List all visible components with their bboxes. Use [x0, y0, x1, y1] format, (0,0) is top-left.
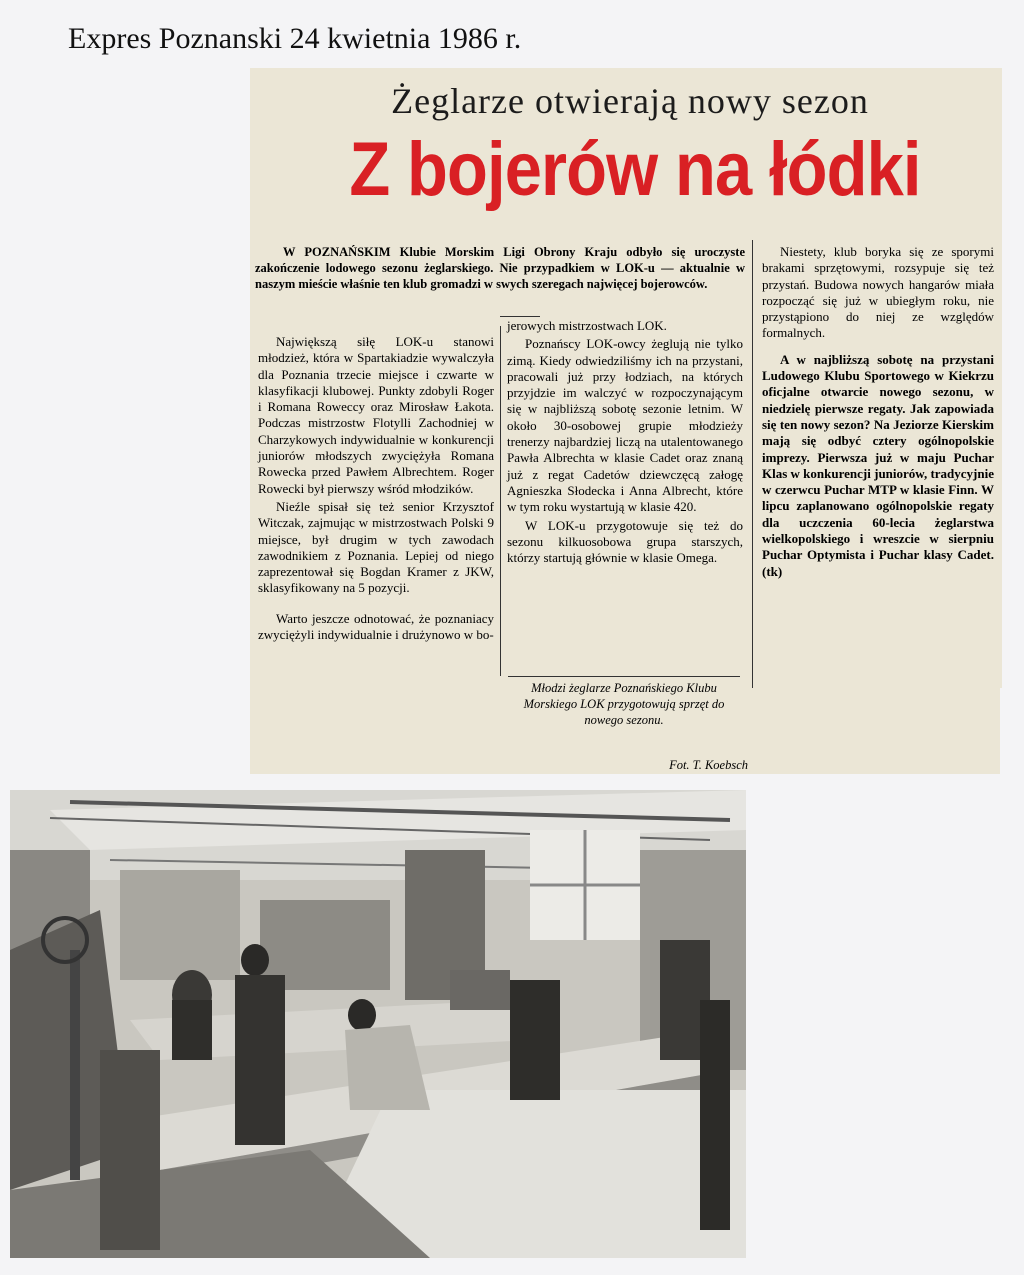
lead-text: Klubie Morskim Ligi Obrony Kraju odbyło się uroczyste zakończenie lodowego sezonu żeglarskiego. Nie przypadkiem w LOK-u — aktualnie w naszym mieście właśnie ten klub gromadzi w swych szeregach najwięcej bojerowców. — [255, 245, 745, 291]
paragraph: Największą siłę LOK-u stanowi młodzież, która w Spartakiadzie wywalczyła dla Poznania trzecie miejsce i czwarte w klasyfikacji klubowej. Punkty zdobyli Roger i Romana Roweccy oraz Mirosław Łakota. Podczas mistrzostw Flotylli Zachodniej w Charzykowych indywidualnie w konkurencji juniorów młodszych zwyciężyła Romana Rowecka przed Pawłem Albrechtem. Roger Rowecki był pierwszy wśród młodzików. — [258, 334, 494, 496]
lead-prefix: W POZNAŃSKIM — [283, 245, 391, 259]
paragraph: W LOK-u przygotowuje się też do sezonu kilkuosobowa grupa starszych, którzy startują głównie w klasie Omega. — [507, 517, 743, 566]
photo-credit: Fot. T. Koebsch — [669, 758, 748, 772]
column-divider — [500, 326, 501, 676]
paragraph: jerowych mistrzostwach LOK. — [507, 318, 667, 333]
caption-rule — [508, 676, 740, 677]
workshop-photo-image — [10, 790, 746, 1258]
article-column-1 — [258, 334, 494, 645]
article-headline: Z bojerów na łódki — [349, 127, 921, 212]
paragraph: Poznańscy LOK-owcy żeglują nie tylko zimą. Kiedy odwiedziliśmy ich na przystani, pracowali już przy łodziach, na których przyjdzie im walczyć w rozpoczynającym się w najbliższą sobotę sezonie letnim. W około 30-osobowej grupie młodzieży trenerzy najbardziej liczą na utalentowanego Pawła Albrechta w klasie Cadet oraz znaną już z regat Cadetów dziewczęcą załogę Agnieszka Słodecka i Anna Albrecht, które w tym roku wystartują w klasie 420. — [507, 336, 743, 515]
column-divider — [752, 240, 753, 688]
paragraph: Nieźle spisał się też senior Krzysztof Witczak, zajmując w mistrzostwach Polski 9 miejsce, był drugim w tych zawodach zawodnikiem z Poznania. Lepiej od niego zaprezentował się Bogdan Kramer z JKW, sklasyfikowany na 5 pozycji. — [258, 498, 494, 596]
paragraph: Niestety, klub boryka się ze sporymi brakami sprzętowymi, rozsypuje się też przystań. Budowa nowych hangarów miała rozpocząć się już w ubiegłym roku, nie przystąpiono do niej ze względów formalnych. — [762, 244, 994, 341]
article-column-3 — [762, 244, 994, 582]
photo-caption: Młodzi żeglarze Poznańskiego Klubu Morskiego LOK przygotowują sprzęt do nowego sezonu. — [523, 681, 725, 727]
article-lead — [255, 244, 745, 292]
paragraph: Warto jeszcze odnotować, że poznaniacy zwyciężyli indywidualnie i drużynowo w bo- — [258, 610, 494, 643]
lead-rule — [500, 316, 540, 317]
article-column-2 — [507, 318, 743, 568]
article-kicker: Żeglarze otwierają nowy sezon — [391, 81, 869, 121]
source-caption: Expres Poznanski 24 kwietnia 1986 r. — [68, 22, 522, 55]
workshop-photo — [10, 790, 746, 1258]
paragraph-announcement: A w najbliższą sobotę na przystani Ludowego Klubu Sportowego w Kiekrzu oficjalne otwarcie nowego sezonu, w niedzielę pierwsze regaty. Jak zapowiada się ten nowy sezon? Na Jeziorze Kierskim mają się odbyć cztery ogólnopolskie imprezy. Pierwsza już w maju Puchar Klas w konkurencji juniorów, tradycyjnie w czerwcu Puchar MTP w klasie Finn. W lipcu zaplanowano ogólnopolskie regaty dla uczczenia 60-lecia żeglarstwa wielkopolskiego i wreszcie w sierpniu Puchar Optymista i Puchar klasy Cadet. (tk) — [762, 351, 994, 579]
